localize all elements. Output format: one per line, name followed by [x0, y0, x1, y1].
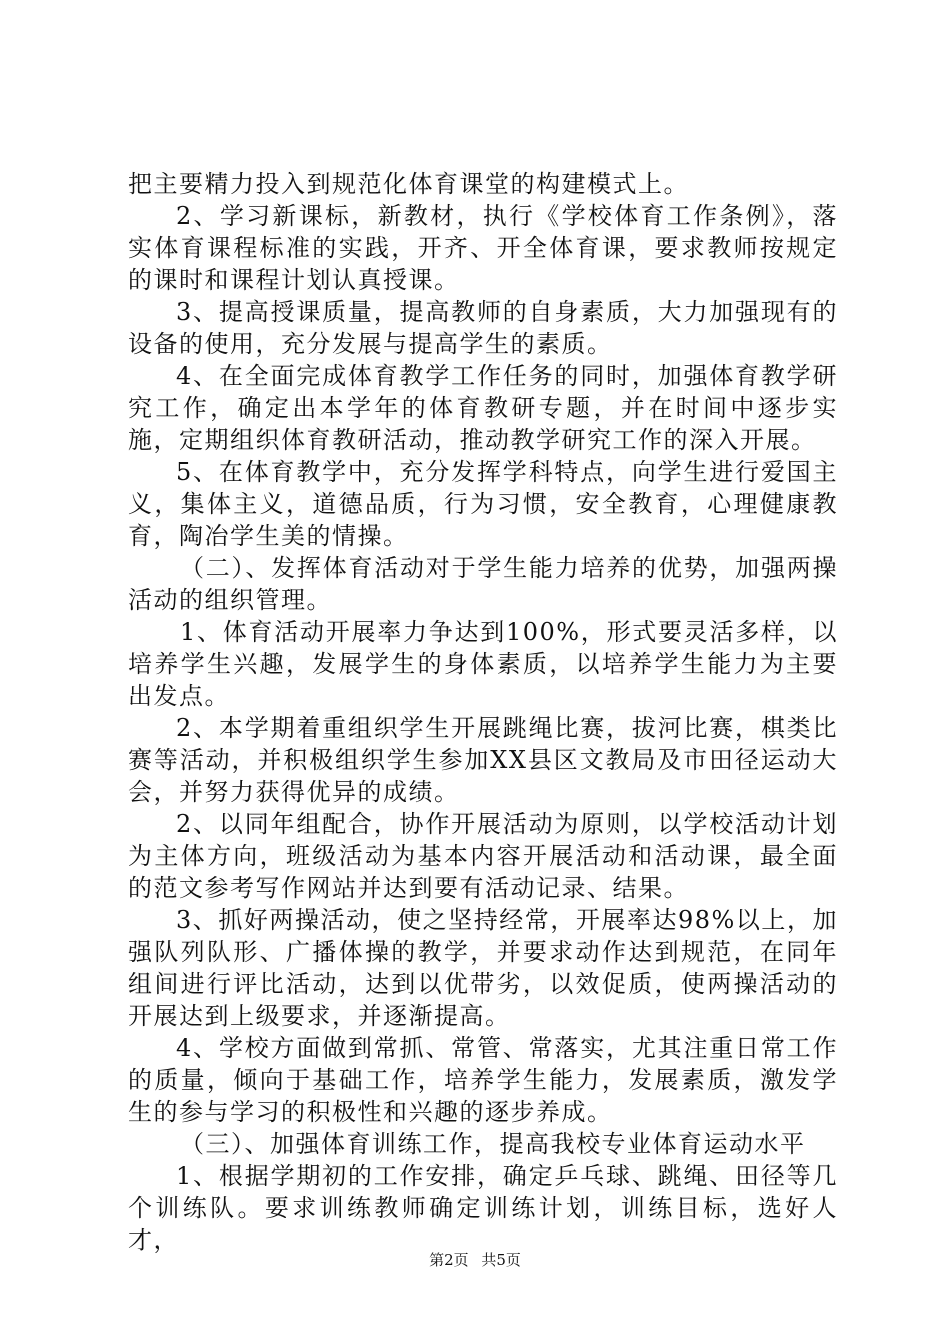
- paragraph-item-2: 2、学习新课标，新教材，执行《学校体育工作条例》，落实体育课程标准的实践，开齐、开全体育课，要求教师按规定的课时和课程计划认真授课。: [128, 202, 838, 294]
- paragraph-item-training-1: 1、根据学期初的工作安排，确定乒乓球、跳绳、田径等几个训练队。要求训练教师确定训练计划，训练目标，选好人才，: [128, 1162, 838, 1254]
- section-heading-2: （二）、发挥体育活动对于学生能力培养的优势，加强两操活动的组织管理。: [128, 554, 838, 614]
- section-heading-3: （三）、加强体育训练工作，提高我校专业体育运动水平: [180, 1130, 806, 1158]
- paragraph-item-activity-3: 3、抓好两操活动，使之坚持经常，开展率达98%以上，加强队列队形、广播体操的教学，并要求动作达到规范，在同年组间进行评比活动，达到以优带劣，以效促质，使两操活动的开展达到上级要求，并逐渐提高。: [128, 906, 838, 1030]
- paragraph-item-4: 4、在全面完成体育教学工作任务的同时，加强体育教学研究工作，确定出本学年的体育教研专题，并在时间中逐步实施，定期组织体育教研活动，推动教学研究工作的深入开展。: [128, 362, 838, 454]
- paragraph-item-3: 3、提高授课质量，提高教师的自身素质，大力加强现有的设备的使用，充分发展与提高学生的素质。: [128, 298, 838, 358]
- page-footer: [0, 1250, 950, 1270]
- paragraph-item-activity-4: 4、学校方面做到常抓、常管、常落实，尤其注重日常工作的质量，倾向于基础工作，培养学生能力，发展素质，激发学生的参与学习的积极性和兴趣的逐步养成。: [128, 1034, 838, 1126]
- page-number: 第2页: [429, 1251, 469, 1269]
- paragraph-item-5: 5、在体育教学中，充分发挥学科特点，向学生进行爱国主义，集体主义，道德品质，行为习惯，安全教育，心理健康教育，陶冶学生美的情操。: [128, 458, 838, 550]
- paragraph-item-activity-2b: 2、以同年组配合，协作开展活动为原则，以学校活动计划为主体方向，班级活动为基本内容开展活动和活动课，最全面的范文参考写作网站并达到要有活动记录、结果。: [128, 810, 838, 902]
- page-total: 共5页: [481, 1251, 521, 1269]
- paragraph-item-activity-2: 2、本学期着重组织学生开展跳绳比赛，拔河比赛，棋类比赛等活动，并积极组织学生参加XX县区文教局及市田径运动大会，并努力获得优异的成绩。: [128, 714, 838, 806]
- paragraph-item-activity-1: 1、体育活动开展率力争达到100%，形式要灵活多样，以培养学生兴趣，发展学生的身体素质，以培养学生能力为主要出发点。: [128, 618, 838, 710]
- document-body: [128, 168, 838, 1256]
- paragraph-continuation: 把主要精力投入到规范化体育课堂的构建模式上。: [128, 170, 689, 198]
